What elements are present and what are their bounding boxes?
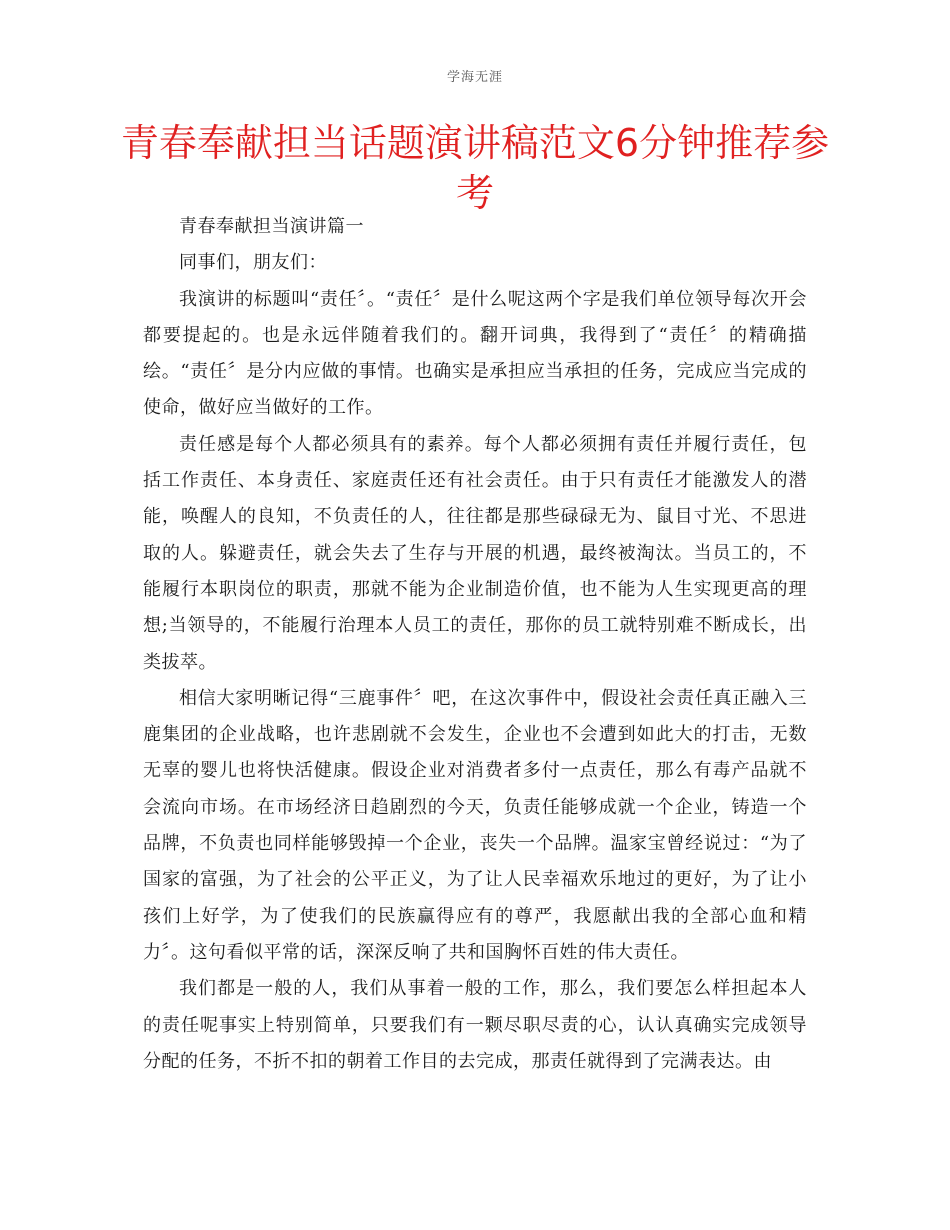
section-heading: 青春奉献担当演讲篇一 [179, 216, 364, 237]
paragraph: 我们都是一般的人，我们从事着一般的工作，那么，我们要怎么样担起本人的责任呢事实上特别简单，只要我们有一颗尽职尽责的心，认认真确实完成领导分配的任务，不折不扣的朝着工作目的去完成，那责任就得到了完满表达。由 [143, 978, 807, 1072]
page-header: 学海无涯 [446, 70, 503, 85]
document-title: 青春奉献担当话题演讲稿范文6分钟推荐参考 [120, 121, 830, 215]
salutation: 同事们，朋友们： [179, 252, 327, 274]
document-body [143, 209, 807, 1080]
paragraph: 责任感是每个人都必须具有的素养。每个人都必须拥有责任并履行责任，包括工作责任、本身责任、家庭责任还有社会责任。由于只有责任才能激发人的潜能，唤醒人的良知，不负责任的人，往往都是那些碌碌无为、鼠目寸光、不思进取的人。躲避责任，就会失去了生存与开展的机遇，最终被淘汰。当员工的，不能履行本职岗位的职责，那就不能为企业制造价值，也不能为人生实现更高的理想;当领导的，不能履行治理本人员工的责任，那你的员工就特别难不断成长，出类拔萃。 [143, 433, 807, 673]
paragraph: 我演讲的标题叫“责任〞。“责任〞是什么呢这两个字是我们单位领导每次开会都要提起的。也是永远伴随着我们的。翻开词典，我得到了“责任〞的精确描绘。“责任〞是分内应做的事情。也确实是承担应当承担的任务，完成应当完成的使命，做好应当做好的工作。 [143, 288, 807, 419]
paragraph: 相信大家明晰记得“三鹿事件〞吧，在这次事件中，假设社会责任真正融入三鹿集团的企业战略，也许悲剧就不会发生，企业也不会遭到如此大的打击，无数无辜的婴儿也将快活健康。假设企业对消费者多付一点责任，那么有毒产品就不会流向市场。在市场经济日趋剧烈的今天，负责任能够成就一个企业，铸造一个品牌，不负责也同样能够毁掉一个企业，丧失一个品牌。温家宝曾经说过：“为了国家的富强，为了社会的公平正义，为了让人民幸福欢乐地过的更好，为了让小孩们上好学，为了使我们的民族赢得应有的尊严，我愿献出我的全部心血和精力〞。这句看似平常的话，深深反响了共和国胸怀百姓的伟大责任。 [143, 687, 807, 963]
